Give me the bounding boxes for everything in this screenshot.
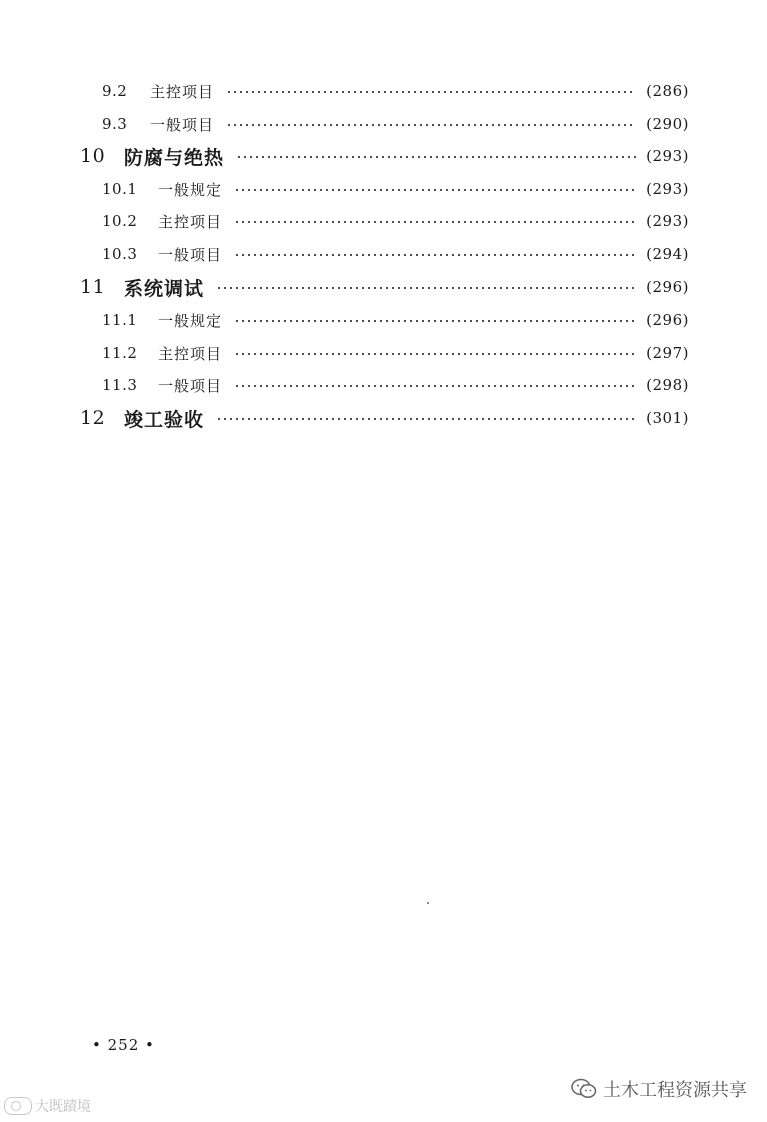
watermark-left <box>4 1096 91 1116</box>
page-number: • 252 • <box>92 1036 155 1054</box>
watermark-logo-icon <box>4 1097 32 1115</box>
toc-entry-page: (297) <box>646 344 689 362</box>
toc-leader-dots <box>234 353 636 355</box>
toc-entry-11-2[interactable] <box>102 341 689 365</box>
toc-entry-title: 主控项目 <box>150 82 215 101</box>
toc-chapter-title: 防腐与绝热 <box>124 146 225 169</box>
toc-chapter-number: 10 <box>80 145 106 167</box>
toc-entry-title: 一般项目 <box>158 245 223 264</box>
toc-entry-number: 11.1 <box>102 311 138 329</box>
toc-leader-dots <box>226 124 636 126</box>
toc-entry-page: (286) <box>646 82 689 100</box>
toc-leader-dots <box>234 221 636 223</box>
toc-entry-9-3[interactable] <box>102 112 689 136</box>
toc-leader-dots <box>234 385 636 387</box>
toc-entry-number: 11.2 <box>102 344 138 362</box>
toc-entry-page: (293) <box>646 147 689 165</box>
toc-entry-page: (290) <box>646 115 689 133</box>
toc-leader-dots <box>236 156 636 158</box>
scan-speck <box>427 902 429 904</box>
toc-chapter-11[interactable] <box>80 275 689 299</box>
toc-entry-page: (294) <box>646 245 689 263</box>
toc-chapter-title: 系统调试 <box>124 277 205 300</box>
toc-entry-number: 10.3 <box>102 245 138 263</box>
watermark-right-text: 土木工程资源共享 <box>603 1080 747 1101</box>
toc-leader-dots <box>234 189 636 191</box>
toc-chapter-10[interactable] <box>80 144 689 168</box>
toc-entry-page: (296) <box>646 311 689 329</box>
toc-entry-number: 11.3 <box>102 376 138 394</box>
toc-entry-number: 10.1 <box>102 180 138 198</box>
wechat-icon <box>571 1078 597 1100</box>
toc-chapter-number: 11 <box>80 276 106 298</box>
toc-entry-9-2[interactable] <box>102 79 689 103</box>
toc-chapter-number: 12 <box>80 407 106 429</box>
toc-entry-title: 主控项目 <box>158 344 223 363</box>
toc-leader-dots <box>226 91 636 93</box>
toc-entry-page: (298) <box>646 376 689 394</box>
toc-entry-number: 10.2 <box>102 212 138 230</box>
toc-entry-page: (293) <box>646 212 689 230</box>
toc-entry-11-1[interactable] <box>102 308 689 332</box>
toc-entry-title: 主控项目 <box>158 212 223 231</box>
watermark-right <box>571 1076 747 1102</box>
toc-entry-11-3[interactable] <box>102 373 689 397</box>
toc-entry-10-1[interactable] <box>102 177 689 201</box>
toc-entry-page: (301) <box>646 409 689 427</box>
toc-entry-page: (296) <box>646 278 689 296</box>
toc-entry-title: 一般项目 <box>158 376 223 395</box>
toc-entry-10-2[interactable] <box>102 209 689 233</box>
toc-entry-title: 一般规定 <box>158 311 223 330</box>
toc-entry-page: (293) <box>646 180 689 198</box>
watermark-left-text: 大既蹟境 <box>35 1099 91 1115</box>
toc-leader-dots <box>216 418 636 420</box>
toc-entry-title: 一般规定 <box>158 180 223 199</box>
toc-entry-title: 一般项目 <box>150 115 215 134</box>
toc-entry-10-3[interactable] <box>102 242 689 266</box>
toc-chapter-title: 竣工验收 <box>124 408 205 431</box>
toc-chapter-12[interactable] <box>80 406 689 430</box>
toc-entry-number: 9.3 <box>102 115 128 133</box>
toc-leader-dots <box>234 254 636 256</box>
toc-leader-dots <box>216 287 636 289</box>
toc-entry-number: 9.2 <box>102 82 128 100</box>
toc-leader-dots <box>234 320 636 322</box>
